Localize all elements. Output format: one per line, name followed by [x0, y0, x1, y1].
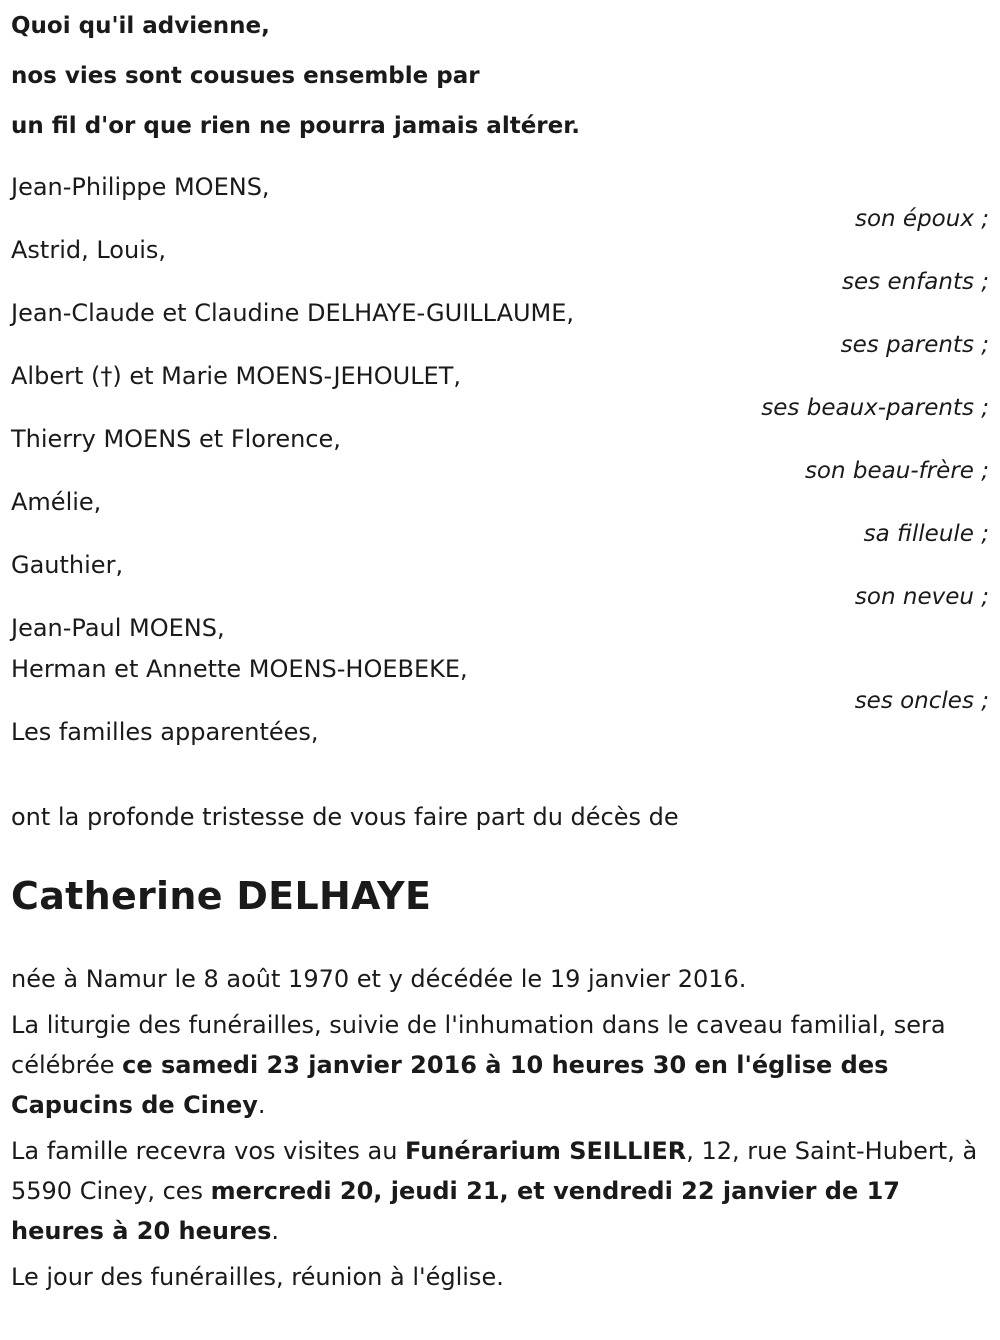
family-entry — [11, 712, 991, 753]
visits-address: , 12, rue Saint-Hubert, à 5590 Ciney, ces — [11, 1137, 978, 1205]
family-name: Jean-Philippe MOENS, — [11, 173, 270, 201]
family-role: sa filleule ; — [863, 521, 989, 547]
family-role: son neveu ; — [854, 584, 989, 610]
family-role: son époux ; — [854, 206, 989, 232]
opening-quote — [11, 1, 991, 151]
family-list — [11, 167, 991, 753]
family-role: ses oncles ; — [854, 688, 989, 714]
liturgy-text: La liturgie des funérailles, suivie de l'inhumation dans le caveau familial, sera célébrée — [11, 1011, 946, 1079]
family-name: Herman et Annette MOENS-HOEBEKE, — [11, 655, 468, 683]
liturgy-paragraph — [11, 1005, 991, 1125]
announcement: ont la profonde tristesse de vous faire part du décès de — [11, 803, 679, 831]
family-entry — [11, 356, 991, 419]
visits-text: La famille recevra vos visites au — [11, 1137, 406, 1165]
family-name: Les familles apparentées, — [11, 718, 319, 746]
family-name: Jean-Paul MOENS, — [11, 614, 225, 642]
family-entry — [11, 167, 991, 230]
family-name: Thierry MOENS et Florence, — [11, 425, 341, 453]
family-role: ses enfants ; — [842, 269, 989, 295]
birth-death-line: née à Namur le 8 août 1970 et y décédée le 19 janvier 2016. — [11, 965, 747, 993]
liturgy-date-place: ce samedi 23 janvier 2016 à 10 heures 30 en l'église des Capucins de Ciney — [11, 1051, 889, 1119]
family-entry — [11, 293, 991, 356]
family-entry — [11, 482, 991, 545]
reunion-line: Le jour des funérailles, réunion à l'église. — [11, 1263, 504, 1291]
visits-schedule: mercredi 20, jeudi 21, et vendredi 22 janvier de 17 heures à 20 heures — [11, 1177, 900, 1245]
funerarium-name: Funérarium SEILLIER — [405, 1137, 687, 1165]
family-entry — [11, 608, 991, 712]
family-entry — [11, 545, 991, 608]
quote-line: Quoi qu'il advienne, — [11, 13, 270, 39]
quote-line: nos vies sont cousues ensemble par — [11, 63, 480, 89]
deceased-name: Catherine DELHAYE — [11, 874, 432, 918]
visits-end: . — [271, 1217, 279, 1245]
family-name: Albert (†) et Marie MOENS-JEHOULET, — [11, 362, 462, 390]
family-name: Amélie, — [11, 488, 102, 516]
family-entry — [11, 419, 991, 482]
family-name: Astrid, Louis, — [11, 236, 167, 264]
family-role: ses beaux-parents ; — [761, 395, 989, 421]
details-section — [11, 959, 991, 1297]
quote-line: un fil d'or que rien ne pourra jamais altérer. — [11, 113, 581, 139]
family-entry — [11, 230, 991, 293]
liturgy-end: . — [257, 1091, 266, 1119]
family-name: Jean-Claude et Claudine DELHAYE-GUILLAUME, — [11, 299, 575, 327]
family-role: son beau-frère ; — [804, 458, 989, 484]
family-role: ses parents ; — [840, 332, 989, 358]
visits-paragraph — [11, 1131, 991, 1251]
obituary-page — [11, 0, 991, 1303]
family-name: Gauthier, — [11, 551, 124, 579]
